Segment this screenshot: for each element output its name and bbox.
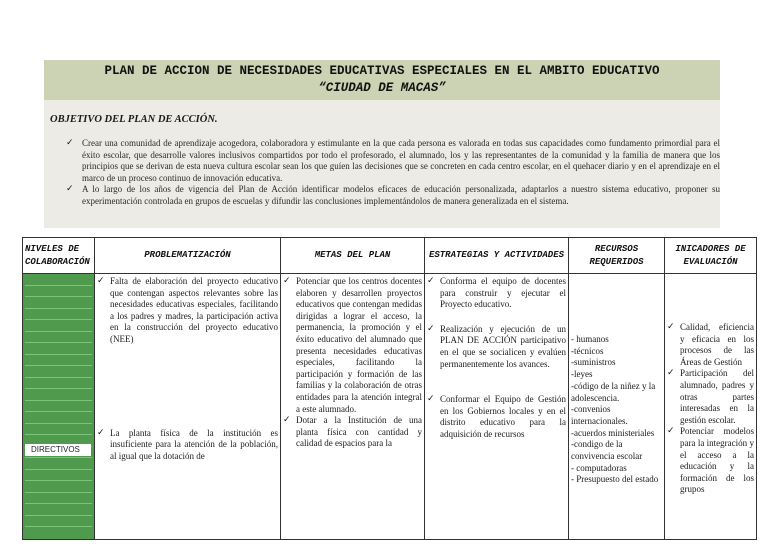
objective-bullet-text: A lo largo de los años de vigencia del Plan de Acción identificar modelos eficaces de educación personalizada, adaptarlos a nuestro sistema educativo, proponer su experimentación controlada en grupos de escuelas y difundir las conclusiones implementándolos de manera generalizada en el sistema. — [82, 184, 720, 206]
checkmark-icon: ✓ — [97, 427, 105, 438]
header-metas: METAS DEL PLAN — [281, 238, 425, 274]
level-cell — [23, 274, 95, 540]
title-line-1: PLAN DE ACCION DE NECESIDADES EDUCATIVAS ESPECIALES EN EL AMBITO EDUCATIVO — [104, 64, 660, 78]
list-item: -acuerdos ministeriales — [571, 427, 655, 438]
checkmark-icon: ✓ — [667, 368, 675, 379]
title-line-2: “CIUDAD DE MACAS” — [318, 81, 446, 95]
list-item — [283, 415, 422, 450]
checkmark-icon: ✓ — [97, 276, 105, 286]
header-recursos: RECURSOS REQUERIDOS — [569, 238, 665, 274]
table-row — [23, 274, 757, 540]
objective-bullets — [66, 138, 720, 207]
strategy-text: Conformar el Equipo de Gestión en los Gobiernos locales y en el distrito educativo para la adquisición de recursos — [440, 394, 566, 439]
header-niveles: NIVELES DE COLABORACIÓN — [23, 238, 95, 274]
action-plan-table — [22, 237, 757, 540]
objective-heading: OBJETIVO DEL PLAN DE ACCIÓN. — [50, 114, 218, 125]
header-problematizacion: PROBLEMATIZACIÓN — [95, 238, 281, 274]
list-item: -código de la niñez y la adolescencia. — [571, 380, 656, 403]
header-estrategias: ESTRATEGIAS Y ACTIVIDADES — [425, 238, 569, 274]
checkmark-icon: ✓ — [283, 276, 291, 286]
objective-bullet — [66, 138, 720, 184]
list-item: -leyes — [571, 369, 593, 380]
indicator-text: Potenciar modelos para la integración y el acceso a la educación y la formación de los grupos — [680, 426, 754, 495]
objective-bullet-text: Crear una comunidad de aprendizaje acogedora, colaboradora y estimulante en la que cada persona es valorada en todas sus capacidades como fundamento primordial para el éxito escolar, que desarrolle valores inclusivos compartidos por todo el profesorado, el alumnado, los y las representantes de la comunidad y la familia de manera que los principios que se derivan de esta nueva cultura escolar sean los que guíen las decisiones que se concreten en cada centro escolar, en el quehacer diario y en el aprendizaje en el marco de un proceso continuo de innovación educativa. — [82, 138, 720, 183]
document-title — [44, 63, 720, 97]
indicator-text: Participación del alumnado, padres y otras partes interesadas en la gestión escolar. — [680, 368, 754, 425]
list-item — [667, 322, 754, 368]
list-item: -condigo de la convivencia escolar — [571, 439, 643, 462]
checkmark-icon: ✓ — [427, 276, 435, 286]
problem-text: Falta de elaboración del proyecto educativo que contengan aspectos relevantes sobre las necesidades educativas especiales, facilitando a los padres y madres, la participación activa en la construcción del proyecto educativo (NEE) — [110, 276, 278, 344]
level-label-directivos: DIRECTIVOS — [25, 444, 91, 456]
list-item — [427, 276, 566, 311]
objective-bullet — [66, 184, 720, 207]
problematizacion-cell — [95, 274, 281, 540]
list-item: -suministros — [571, 357, 616, 368]
checkmark-icon: ✓ — [667, 426, 675, 437]
list-item: -técnicos — [571, 345, 604, 356]
goal-text: Dotar a la Institución de una planta física con cantidad y calidad de espacios para la — [296, 415, 422, 449]
metas-cell — [281, 274, 425, 540]
list-item: -convenios internacionales. — [571, 404, 628, 426]
list-item: - Presupuesto del estado — [571, 474, 659, 485]
header-indicadores: INICADORES DE EVALUACIÓN — [665, 238, 757, 274]
list-item — [667, 426, 754, 496]
list-item: - computadoras — [571, 462, 627, 473]
table-header-row — [23, 238, 757, 274]
indicator-text: Calidad, eficiencia y eficacia en los procesos de las Áreas de Gestión — [680, 322, 754, 367]
list-item — [283, 276, 422, 415]
list-item — [97, 428, 278, 463]
checkmark-icon: ✓ — [66, 184, 74, 194]
problem-text: La planta física de la institución es insuficiente para la atención de la población, al igual que la dotación de — [110, 427, 278, 461]
list-item: - humanos — [571, 334, 609, 344]
list-item — [427, 394, 566, 440]
estrategias-cell — [425, 274, 569, 540]
checkmark-icon: ✓ — [667, 322, 675, 332]
level-grid — [25, 274, 92, 539]
goal-text: Potenciar que los centros docentes elaboren y desarrollen proyectos educativos que contengan medidas dirigidas a lograr el acceso, la permanencia, la promoción y el éxito educativo del alumnado que presenta necesidades educativas especiales, facilitando la participación y formación de las familias y la colaboración de otras entidades para la atención integral a este alumnado. — [296, 276, 422, 414]
list-item — [427, 324, 566, 370]
checkmark-icon: ✓ — [283, 415, 291, 426]
indicadores-cell — [665, 274, 757, 540]
recursos-cell — [569, 274, 665, 540]
strategy-text: Realización y ejecución de un PLAN DE ACCIÓN participativo en el que se socialicen y evalúen permanentemente los avances. — [440, 323, 566, 369]
checkmark-icon: ✓ — [66, 138, 74, 148]
list-item — [667, 368, 754, 426]
list-item — [97, 276, 278, 346]
checkmark-icon: ✓ — [427, 323, 435, 334]
resources-list — [571, 334, 662, 486]
strategy-text: Conforma el equipo de docentes para construir y ejecutar el Proyecto educativo. — [440, 276, 566, 310]
checkmark-icon: ✓ — [427, 394, 435, 405]
